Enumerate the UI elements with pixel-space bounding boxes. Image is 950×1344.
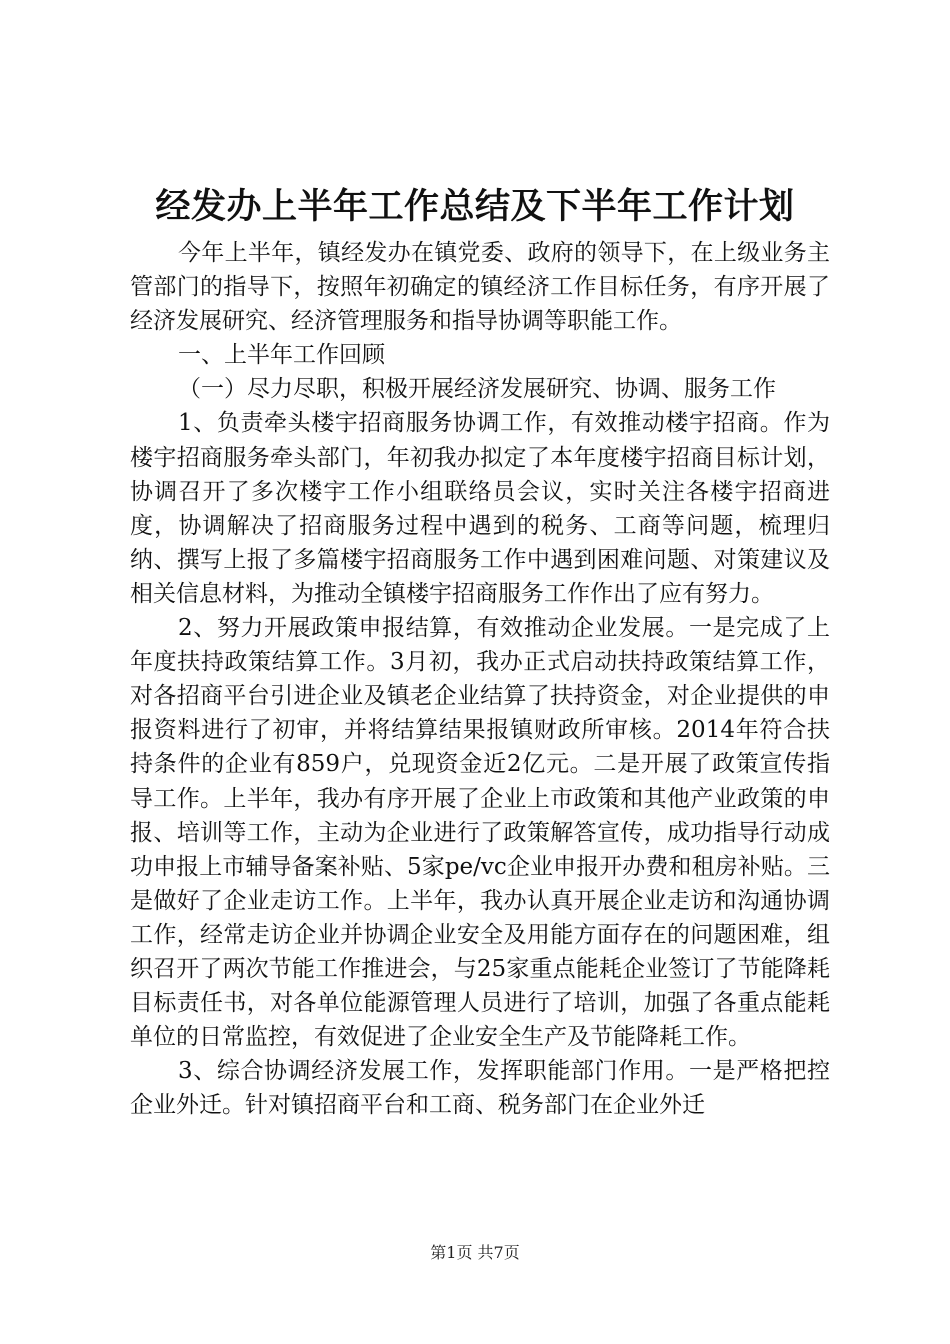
body-paragraph: 3、综合协调经济发展工作，发挥职能部门作用。一是严格把控企业外迁。针对镇招商平台和工商、税务部门在企业外迁 — [130, 1058, 830, 1119]
section-heading: 一、上半年工作回顾 — [178, 342, 385, 369]
document-title: 经发办上半年工作总结及下半年工作计划 — [155, 186, 795, 227]
intro-paragraph: 今年上半年，镇经发办在镇党委、政府的领导下，在上级业务主管部门的指导下，按照年初确定的镇经济工作目标任务，有序开展了经济发展研究、经济管理服务和指导协调等职能工作。 — [130, 240, 830, 335]
document-body — [130, 236, 830, 1122]
page-number-footer: 第1页 共7页 — [430, 1243, 520, 1262]
subsection-heading: （一）尽力尽职，积极开展经济发展研究、协调、服务工作 — [178, 376, 776, 403]
body-paragraph: 2、努力开展政策申报结算，有效推动企业发展。一是完成了上年度扶持政策结算工作。3月初，我办正式启动扶持政策结算工作，对各招商平台引进企业及镇老企业结算了扶持资金，对企业提供的申报资料进行了初审，并将结算结果报镇财政所审核。2014年符合扶持条件的企业有859户，兑现资金近2亿元。二是开展了政策宣传指导工作。上半年，我办有序开展了企业上市政策和其他产业政策的申报、培训等工作，主动为企业进行了政策解答宣传，成功指导行动成功申报上市辅导备案补贴、5家pe/vc企业申报开办费和租房补贴。三是做好了企业走访工作。上半年，我办认真开展企业走访和沟通协调工作，经常走访企业并协调企业安全及用能方面存在的问题困难，组织召开了两次节能工作推进会，与25家重点能耗企业签订了节能降耗目标责任书，对各单位能源管理人员进行了培训，加强了各重点能耗单位的日常监控，有效促进了企业安全生产及节能降耗工作。 — [130, 615, 830, 1051]
body-paragraph: 1、负责牵头楼宇招商服务协调工作，有效推动楼宇招商。作为楼宇招商服务牵头部门，年初我办拟定了本年度楼宇招商目标计划，协调召开了多次楼宇工作小组联络员会议，实时关注各楼宇招商进度，协调解决了招商服务过程中遇到的税务、工商等问题，梳理归纳、撰写上报了多篇楼宇招商服务工作中遇到困难问题、对策建议及相关信息材料，为推动全镇楼宇招商服务工作作出了应有努力。 — [130, 410, 830, 607]
